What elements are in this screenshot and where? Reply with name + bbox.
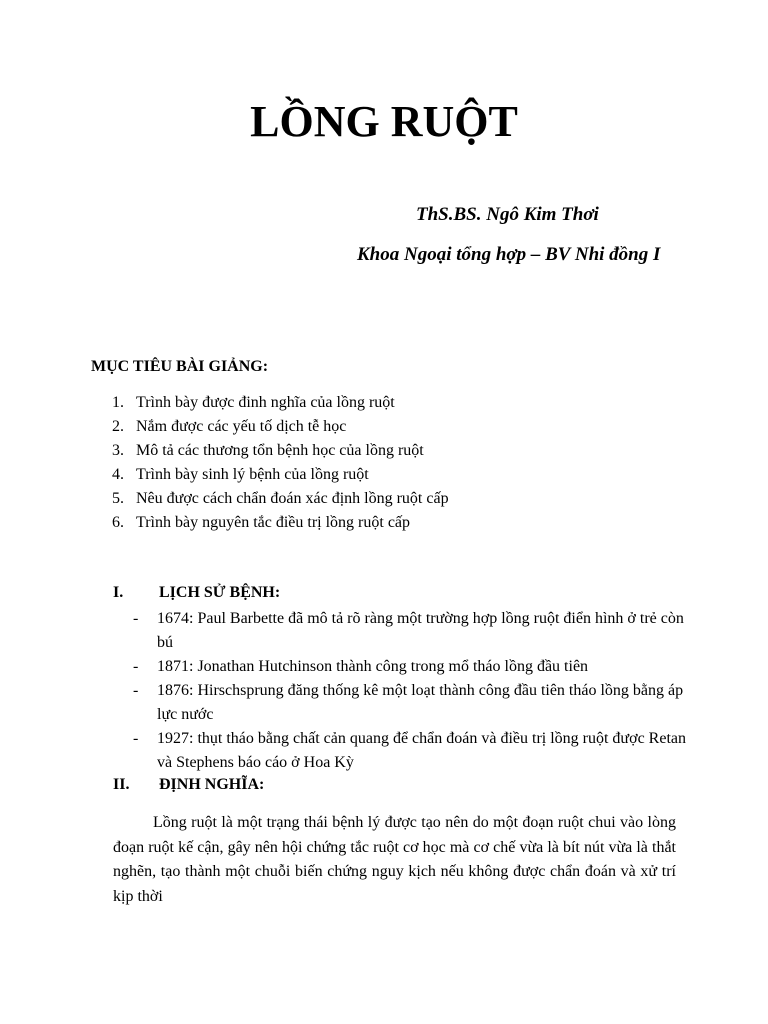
objective-number: 4. (112, 466, 124, 483)
history-text: 1876: Hirschsprung đăng thống kê một loạt thành công đầu tiên tháo lồng bằng áp lực nước (157, 682, 684, 723)
objective-text: Trình bày nguyên tắc điều trị lồng ruột cấp (136, 514, 411, 531)
author-name: ThS.BS. Ngô Kim Thơi (416, 204, 599, 225)
history-text: 1674: Paul Barbette đã mô tả rõ ràng một trường hợp lồng ruột điển hình ở trẻ còn bú (157, 610, 684, 651)
objective-text: Trình bày sinh lý bệnh của lồng ruột (136, 466, 369, 483)
author-affiliation: Khoa Ngoại tổng hợp – BV Nhi đồng I (357, 244, 661, 265)
objective-number: 6. (112, 514, 124, 531)
history-text: 1927: thụt tháo bằng chất cản quang để chẩn đoán và điều trị lồng ruột được Retan và Stephens báo cáo ở Hoa Kỳ (157, 730, 686, 771)
objectives-heading: MỤC TIÊU BÀI GIẢNG: (91, 358, 269, 375)
document-title: LỒNG RUỘT (250, 97, 518, 146)
objective-text: Nêu được cách chẩn đoán xác định lồng ruột cấp (136, 490, 449, 507)
list-dash: - (133, 658, 139, 675)
objective-text: Mô tả các thương tổn bệnh học của lồng ruột (136, 442, 424, 459)
objective-number: 1. (112, 394, 124, 411)
list-dash: - (133, 610, 139, 627)
section-title: LỊCH SỬ BỆNH: (159, 584, 281, 601)
list-dash: - (133, 730, 139, 747)
history-item (0, 727, 768, 775)
history-item (0, 679, 768, 727)
objective-text: Nắm được các yếu tố dịch tễ học (136, 418, 347, 435)
history-item (0, 607, 768, 655)
section-number: I. (113, 584, 124, 601)
objective-text: Trình bày được đinh nghĩa của lồng ruột (136, 394, 395, 411)
section-definition-heading (0, 773, 768, 797)
section-history-heading (0, 581, 768, 605)
definition-paragraph: Lồng ruột là một trạng thái bệnh lý được tạo nên do một đoạn ruột chui vào lòng đoạn ruột kế cận, gây nên hội chứng tắc ruột cơ học mà cơ chế vừa là bít nút vừa là thắt nghẽn, tạo thành một chuỗi biến chứng nguy kịch nếu không được chẩn đoán và xử trí kịp thời (113, 814, 676, 905)
history-item (0, 655, 768, 679)
section-title: ĐỊNH NGHĨA: (159, 776, 265, 793)
history-text: 1871: Jonathan Hutchinson thành công trong mổ tháo lồng đầu tiên (157, 658, 589, 675)
list-dash: - (133, 682, 139, 699)
objective-number: 3. (112, 442, 124, 459)
objective-number: 2. (112, 418, 124, 435)
objective-number: 5. (112, 490, 124, 507)
history-list (0, 607, 768, 775)
section-number: II. (113, 776, 130, 793)
